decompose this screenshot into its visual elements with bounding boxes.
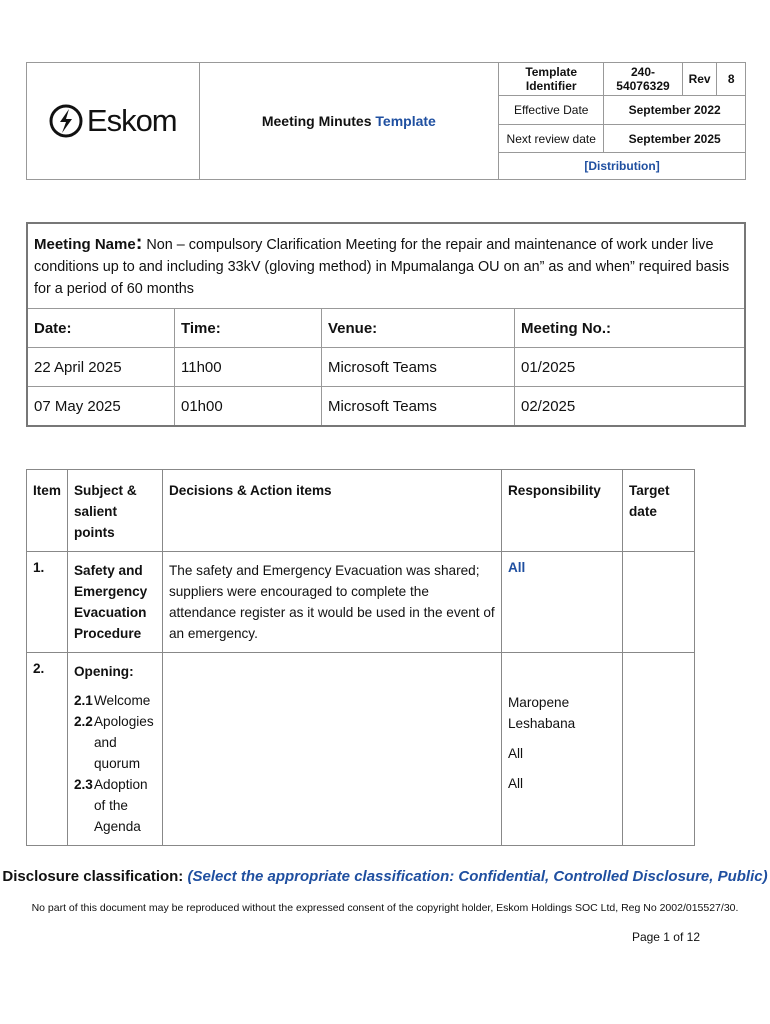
meeting-date: 22 April 2025 <box>27 348 175 387</box>
meeting-row <box>27 348 745 387</box>
table-row <box>27 552 695 653</box>
copyright-notice: No part of this document may be reproduced without the expressed consent of the copyright holder, Eskom Holdings SOC Ltd, Reg No 2002/015527/30. <box>31 902 739 914</box>
meeting-venue: Microsoft Teams <box>322 387 515 427</box>
sub-item: 2.3 Adoption of the Agenda <box>73 777 148 834</box>
meeting-venue: Microsoft Teams <box>322 348 515 387</box>
document-header <box>26 62 746 180</box>
meeting-time: 01h00 <box>175 387 322 427</box>
logo-cell <box>27 63 200 180</box>
disclosure-classification: Disclosure classification: (Select the appropriate classification: Confidential, Controlled Disclosure, Public) <box>2 868 768 885</box>
decisions-header: Decisions & Action items <box>162 470 501 552</box>
effective-date-value: September 2022 <box>604 95 746 124</box>
table-row <box>27 653 695 846</box>
item-subject: Safety and Emergency Evacuation Procedure <box>67 552 162 653</box>
date-header: Date: <box>27 309 175 348</box>
meeting-date: 07 May 2025 <box>27 387 175 427</box>
responsibility-header: Responsibility <box>501 470 622 552</box>
rev-label: Rev <box>682 63 717 96</box>
eskom-logo <box>31 103 195 139</box>
subject-header: Subject & salient points <box>67 470 162 552</box>
item-target-date <box>622 653 694 846</box>
meeting-name-label: Meeting Name <box>34 236 136 253</box>
meeting-number: 02/2025 <box>515 387 746 427</box>
item-responsibility-cell <box>501 653 622 846</box>
logo-wordmark: Eskom <box>86 103 177 138</box>
target-date-header: Target date <box>622 470 694 552</box>
template-identifier-value: 240-54076329 <box>604 63 682 96</box>
meeting-number: 01/2025 <box>515 348 746 387</box>
rev-value: 8 <box>717 63 746 96</box>
venue-header: Venue: <box>322 309 515 348</box>
distribution-label: [Distribution] <box>499 153 746 180</box>
item-target-date <box>622 552 694 653</box>
item-responsibility: All <box>507 776 524 791</box>
meeting-time: 11h00 <box>175 348 322 387</box>
item-subject: Opening: <box>73 664 134 679</box>
doc-title: Meeting Minutes Template <box>199 63 499 180</box>
meeting-name-text: Non – compulsory Clarification Meeting for the repair and maintenance of work under live conditions up to and including 33kV (gloving method) in Mpumalanga OU on an” as and when” required basis for a period of 60 months <box>34 237 730 297</box>
next-review-label: Next review date <box>499 124 604 153</box>
page-number: Page 1 of 12 <box>631 930 700 944</box>
item-decision: The safety and Emergency Evacuation was shared; suppliers were encouraged to complete the attendance register as it would be used in the event of an emergency. <box>162 552 501 653</box>
item-subject-cell <box>67 653 162 846</box>
sub-item: 2.2 Apologies and quorum <box>73 714 154 771</box>
meeting-no-header: Meeting No.: <box>515 309 746 348</box>
item-header: Item <box>27 470 68 552</box>
effective-date-label: Effective Date <box>499 95 604 124</box>
sub-item: 2.1 Welcome <box>73 693 151 708</box>
item-responsibility: All <box>501 552 622 653</box>
meeting-name-cell: Meeting Name: Non – compulsory Clarification Meeting for the repair and maintenance of work under live conditions up to and including 33kV (gloving method) in Mpumalanga OU on an” as and when” required basis for a period of 60 months <box>27 223 745 309</box>
item-decision <box>162 653 501 846</box>
next-review-value: September 2025 <box>604 124 746 153</box>
meeting-info-table <box>26 222 746 427</box>
item-responsibility: Maropene Leshabana <box>507 695 576 731</box>
item-responsibility: All <box>507 746 524 761</box>
time-header: Time: <box>175 309 322 348</box>
minutes-table <box>26 469 695 846</box>
template-identifier-label: Template Identifier <box>499 63 604 96</box>
eskom-emblem-icon <box>49 104 83 138</box>
item-number: 1. <box>27 552 68 653</box>
meeting-row <box>27 387 745 427</box>
item-number: 2. <box>27 653 68 846</box>
